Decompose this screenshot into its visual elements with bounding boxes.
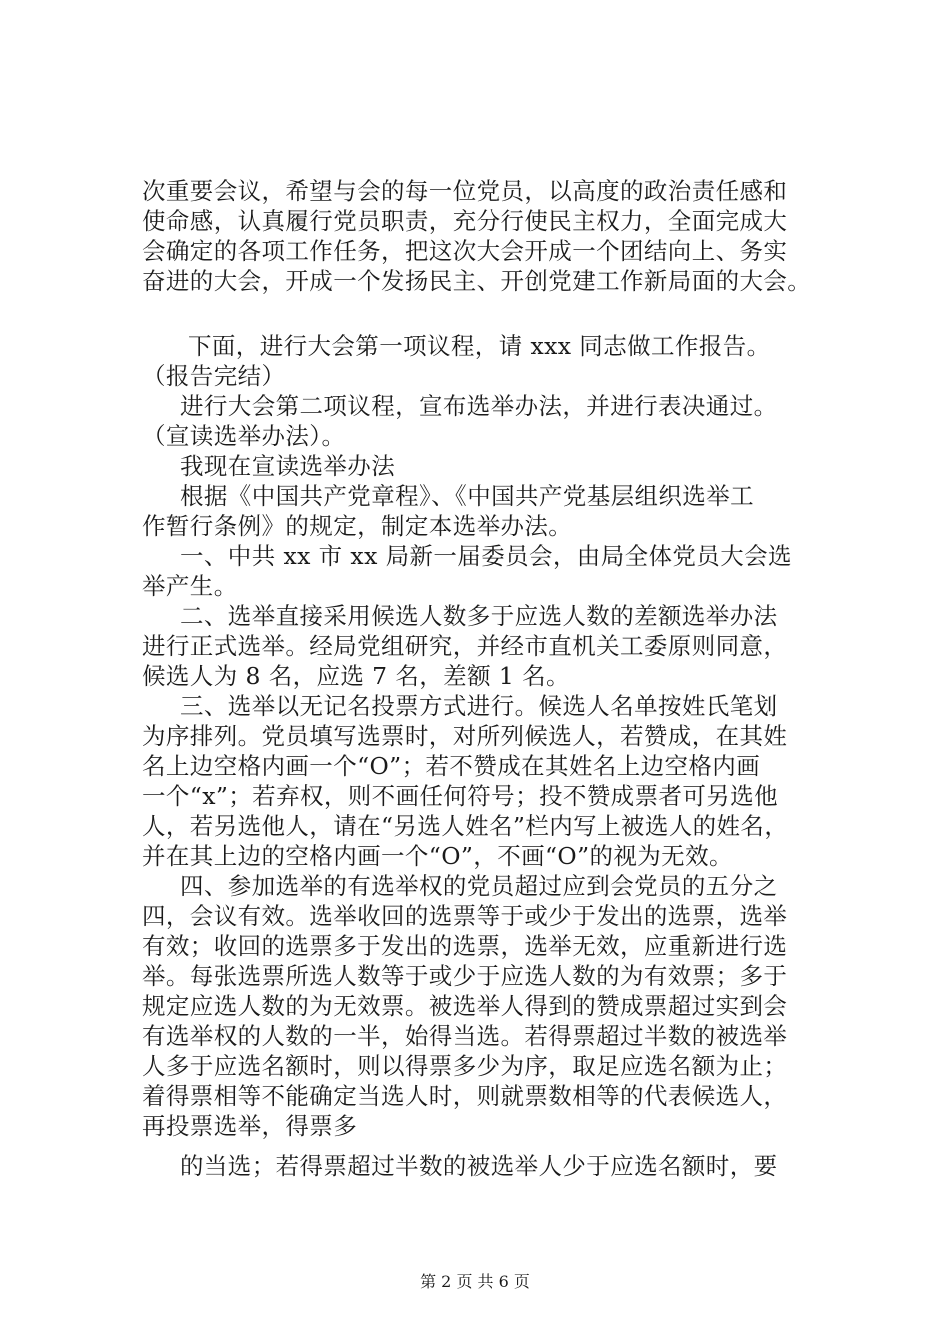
text-line: 进行正式选举。经局党组研究，并经市直机关工委原则同意， [142,632,788,660]
text-line: 一、中共 xx 市 xx 局新一届委员会，由局全体党员大会选 [180,542,792,570]
text-line: 人多于应选名额时，则以得票多少为序，取足应选名额为止； [142,1052,788,1080]
text-line: 会确定的各项工作任务，把这次大会开成一个团结向上、务实 [142,237,788,265]
text-line: 为序排列。党员填写选票时，对所列候选人，若赞成，在其姓 [142,722,788,750]
text-line: 候选人为 8 名，应选 7 名，差额 1 名。 [142,662,570,690]
text-line: 着得票相等不能确定当选人时，则就票数相等的代表候选人， [142,1082,788,1110]
text-line: 次重要会议，希望与会的每一位党员，以高度的政治责任感和 [142,177,788,205]
text-line: 一个“x”；若弃权，则不画任何符号；投不赞成票者可另选他 [142,782,778,810]
text-line: 作暂行条例》的规定，制定本选举办法。 [142,512,573,540]
text-line: 举产生。 [142,572,238,600]
text-line: 进行大会第二项议程，宣布选举办法，并进行表决通过。 [180,392,778,420]
text-line: 二、选举直接采用候选人数多于应选人数的差额选举办法 [180,602,778,630]
text-line: （报告完结） [142,362,286,390]
text-line: 人，若另选他人，请在“另选人姓名”栏内写上被选人的姓名， [142,812,789,840]
text-line: 再投票选举，得票多 [142,1112,358,1140]
text-line: 根据《中国共产党章程》、《中国共产党基层组织选举工 [180,482,754,510]
text-line: 名上边空格内画一个“O”；若不赞成在其姓名上边空格内画 [142,752,761,780]
text-line: 使命感，认真履行党员职责，充分行使民主权力，全面完成大 [142,207,788,235]
text-line: 三、选举以无记名投票方式进行。候选人名单按姓氏笔划 [180,692,778,720]
text-line: （宣读选举办法）。 [142,422,346,450]
text-line: 奋进的大会，开成一个发扬民主、开创党建工作新局面的大会。 [142,267,812,295]
page-number-footer: 第 2 页 共 6 页 [420,1272,530,1291]
text-line: 四、参加选举的有选举权的党员超过应到会党员的五分之 [180,872,778,900]
text-line: 规定应选人数的为无效票。被选举人得到的赞成票超过实到会 [142,992,788,1020]
text-line: 举。每张选票所选人数等于或少于应选人数的为有效票；多于 [142,962,788,990]
text-line: 有效；收回的选票多于发出的选票，选举无效，应重新进行选 [142,932,788,960]
text-line: 我现在宣读选举办法 [180,452,396,480]
text-line: 有选举权的人数的一半，始得当选。若得票超过半数的被选举 [142,1022,788,1050]
text-line: 下面，进行大会第一项议程，请 xxx 同志做工作报告。 [188,332,771,360]
text-line: 四，会议有效。选举收回的选票等于或少于发出的选票，选举 [142,902,788,930]
text-line: 的当选；若得票超过半数的被选举人少于应选名额时，要 [180,1152,778,1180]
text-line: 并在其上边的空格内画一个“O”，不画“O”的视为无效。 [142,842,733,870]
